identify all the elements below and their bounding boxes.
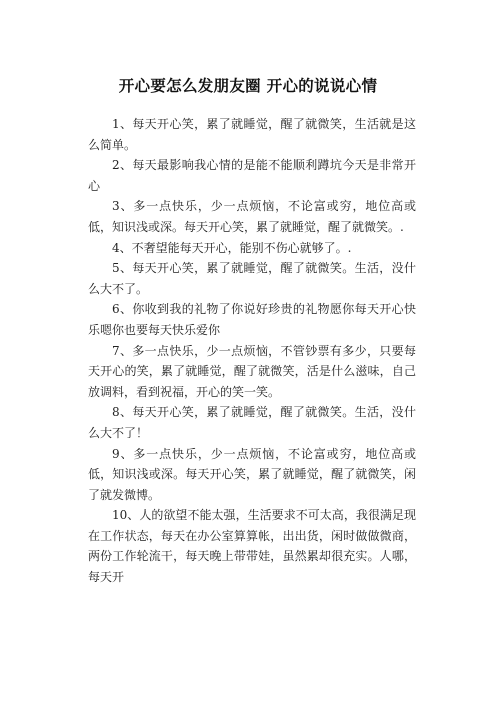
paragraph-6: 6、你收到我的礼物了你说好珍贵的礼物愿你每天开心快乐嗯你也要每天快乐爱你 — [88, 302, 416, 337]
paragraph-7: 7、多一点快乐，少一点烦恼，不管钞票有多少，只要每天开心的笑，累了就睡觉，醒了就微笑，活是什么滋味，自己放调料，看到祝福，开心的笑一笑。 — [88, 343, 416, 399]
document-body — [88, 114, 416, 588]
paragraph-8: 8、每天开心笑，累了就睡觉，醒了就微笑。生活，没什么大不了！ — [88, 405, 416, 440]
paragraph-1: 1、每天开心笑，累了就睡觉，醒了就微笑，生活就是这么简单。 — [88, 117, 416, 152]
paragraph-4: 4、不奢望能每天开心，能别不伤心就够了。. — [112, 240, 352, 255]
paragraph-10: 10、人的欲望不能太强，生活要求不可太高，我很满足现在工作状态，每天在办公室算算帐，出出货，闲时做做微商，两份工作轮流干，每天晚上带带娃，虽然累却很充实。人哪，每天开 — [88, 508, 416, 585]
paragraph-5: 5、每天开心笑，累了就睡觉，醒了就微笑。生活，没什么大不了。 — [88, 261, 416, 296]
paragraph-9: 9、多一点快乐，少一点烦恼，不论富或穷，地位高或低，知识浅或深。每天开心笑，累了就睡觉，醒了就微笑，闲了就发微博。 — [88, 446, 416, 502]
paragraph-2: 2、每天最影响我心情的是能不能顺利蹲坑今天是非常开心 — [88, 158, 416, 193]
paragraph-3: 3、多一点快乐，少一点烦恼，不论富或穷，地位高或低，知识浅或深。每天开心笑，累了就睡觉，醒了就微笑。. — [88, 199, 416, 234]
document-title: 开心要怎么发朋友圈 开心的说说心情 — [118, 77, 378, 95]
